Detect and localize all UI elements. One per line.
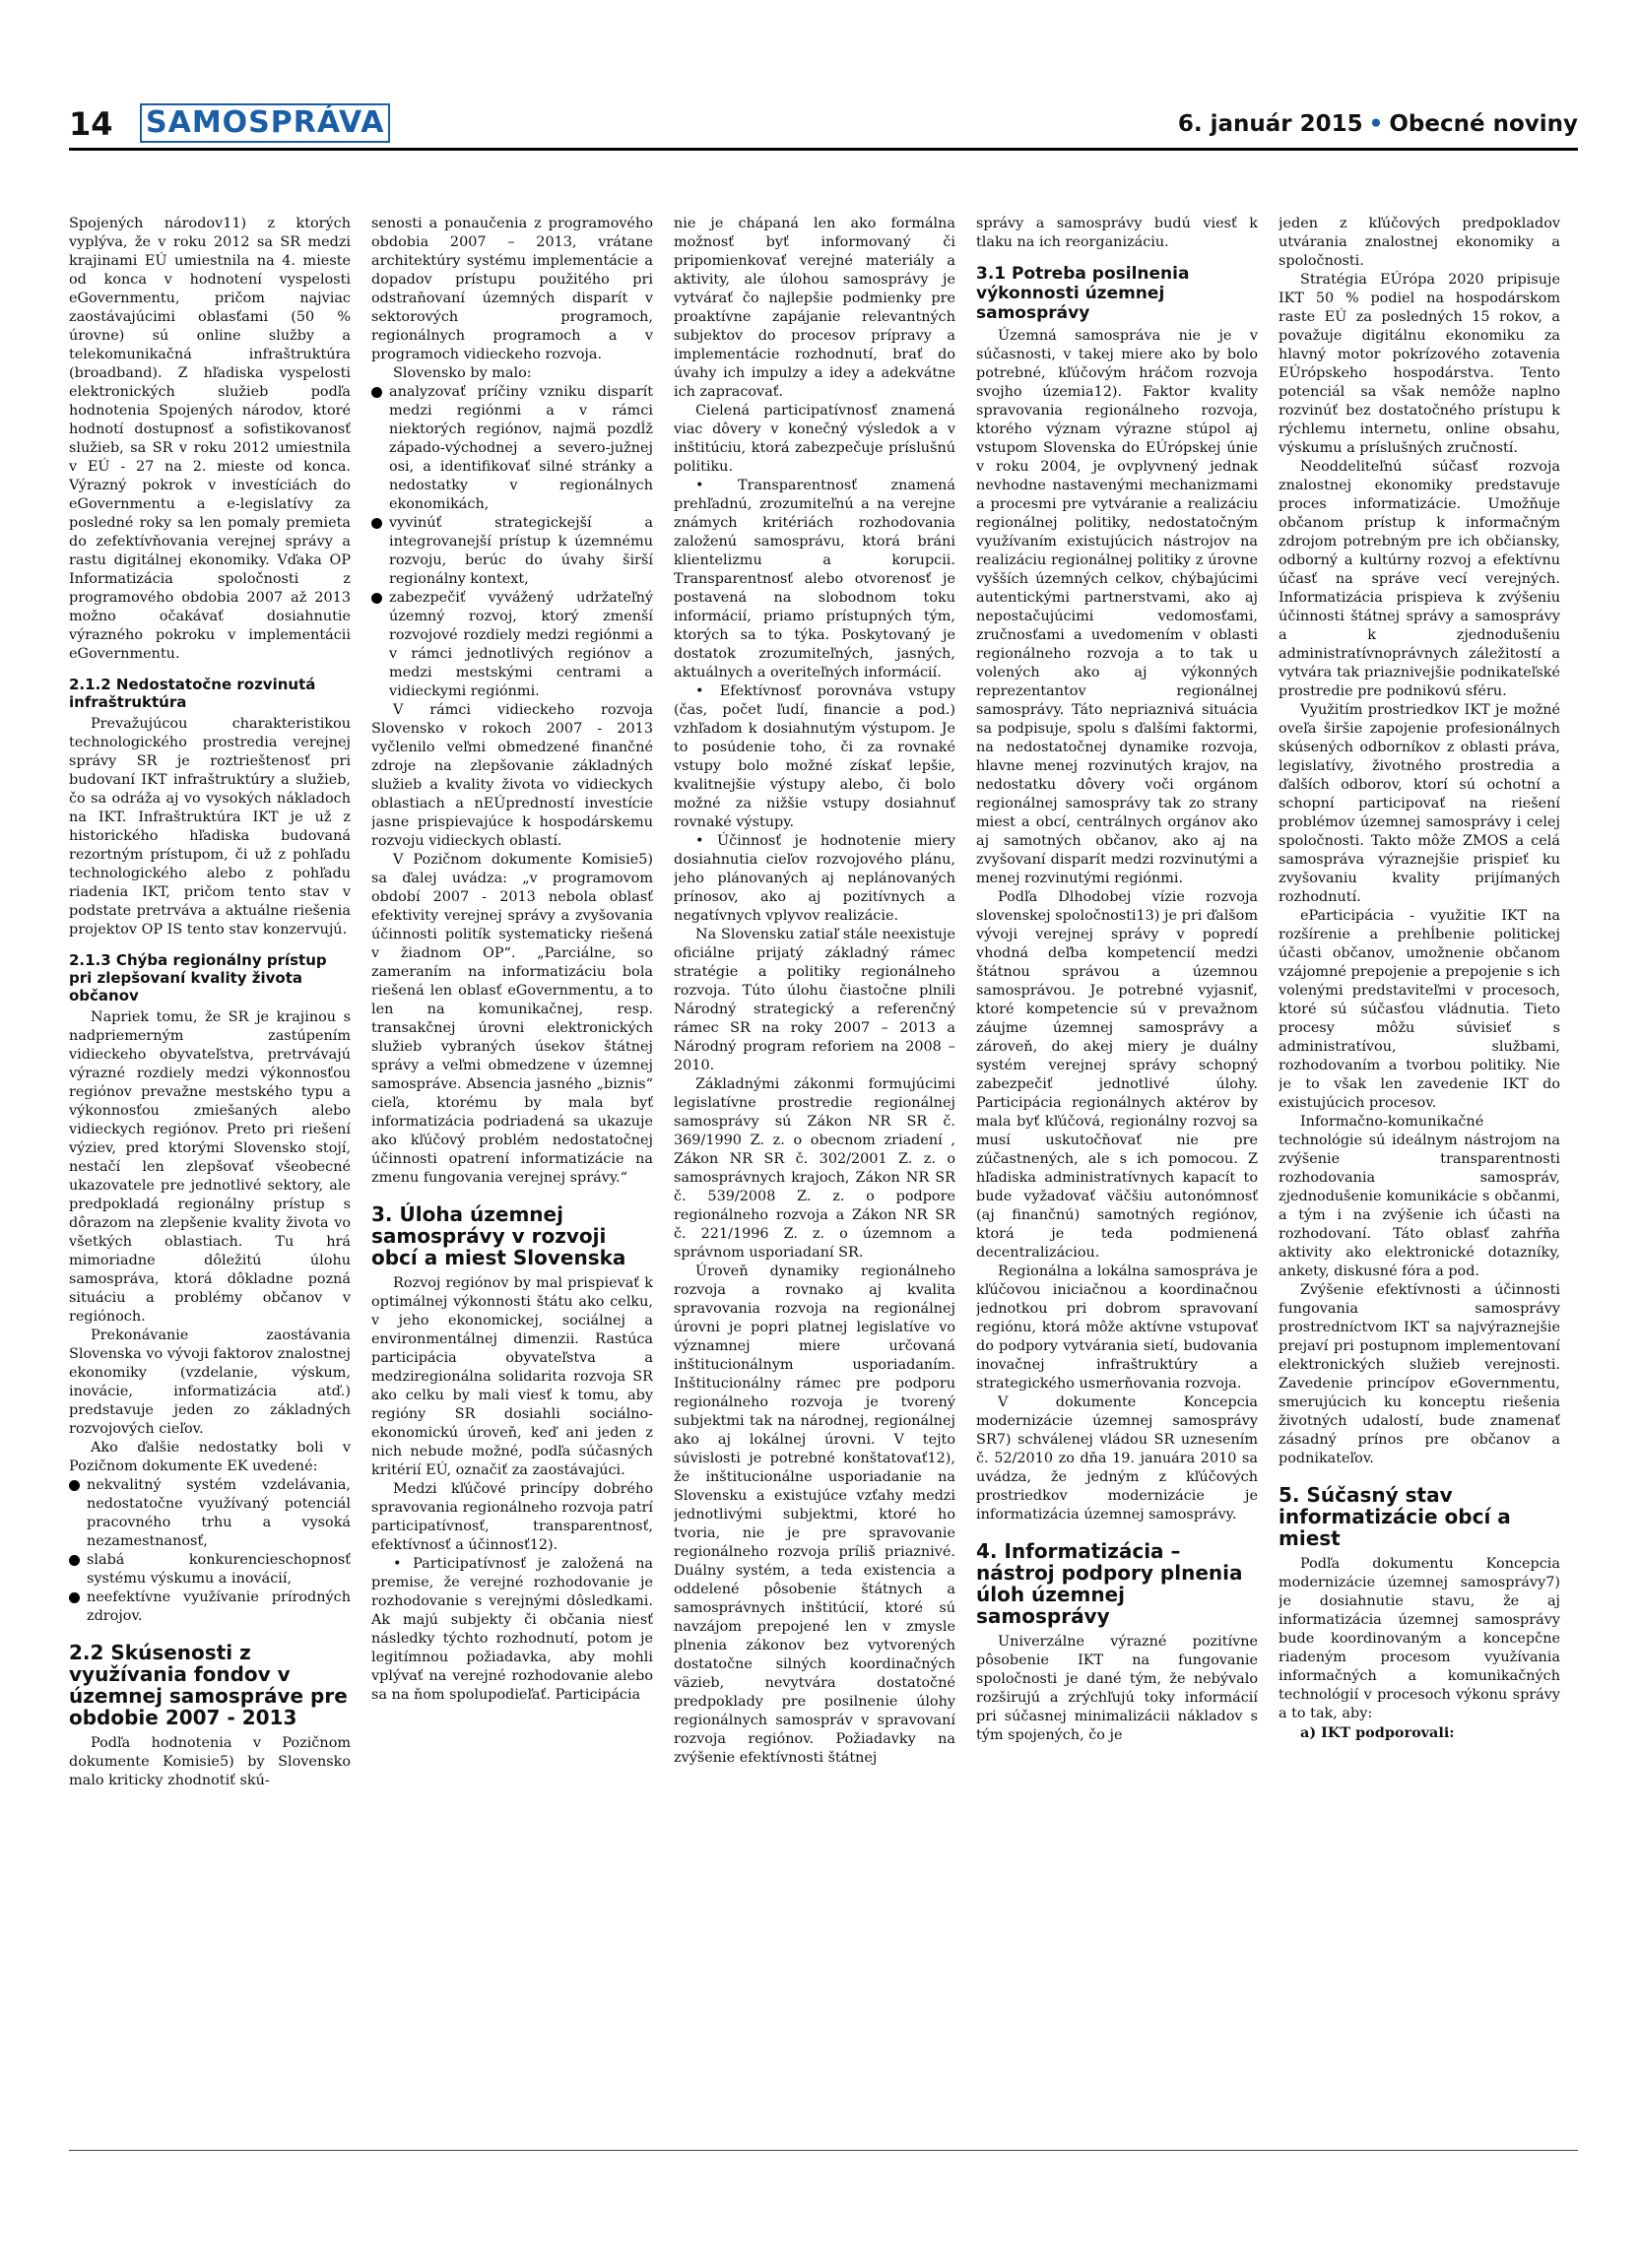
section-heading: 5. Súčasný stav informatizácie obcí a miest [1279, 1483, 1511, 1550]
section-heading: 2.2 Skúsenosti z využívania fondov v územnej samospráve pre obdobie 2007 - 2013 [69, 1641, 348, 1729]
page-number: 14 [69, 105, 113, 143]
publication-name: Obecné noviny [1389, 111, 1578, 137]
paragraph: Regionálna a lokálna samospráva je kľúčovou iniciačnou a koordinačnou jednotkou pri dobrom spravovaní regiónu, ktorá môže aktívne vstupovať do podpory vytvárania sietí, budovania inovačnej infraštruktúry a strategického usmerňovania rozvoja. [976, 1264, 1258, 1392]
paragraph: Spojených národov11) z ktorých vyplýva, že v roku 2012 sa SR medzi krajinami EÚ umiestnila na 4. mieste od konca v hodnotení vyspelosti eGovernmentu, pričom najviac zaostávajúcimi oblasťami (50 % úrovne) sú online služby a telekomunikačná infraštruktúra (broadband). Z hľadiska vyspelosti elektronických služieb podľa hodnotenia Spojených národov, ktoré hodnotí dostupnosť a sofistikovanosť služieb, sa SR v roku 2012 umiestnila v EÚ - 27 na 2. mieste od konca. Výrazný pokrok v investíciách do eGovernmentu a e-legislatívy za posledné roky sa len pomaly premieta do zefektívňovania verejnej správy a rastu digitálnej ekonomiky. Vďaka OP Informatizácia spoločnosti z programového obdobia 2007 až 2013 možno očakávať dosiahnutie výrazného pokroku v implementácii eGovernmentu. [69, 216, 351, 662]
paragraph: V dokumente Koncepcia modernizácie územnej samosprávy SR7) schválenej vládou SR uznesením č. 52/2010 zo dňa 19. januára 2010 sa uvádza, že jedným z kľúčových prostriedkov modernizácie je informatizácia územnej samosprávy. [976, 1394, 1258, 1523]
header-rule [69, 148, 1578, 151]
paragraph: Ako ďalšie nedostatky boli v Pozičnom dokumente EK uvedené: [69, 1440, 351, 1474]
bullet-item [371, 514, 653, 589]
paragraph: Medzi kľúčové princípy dobrého spravovania regionálneho rozvoja patrí participatívnosť, transparentnosť, efektívnosť a účinnosť12). [371, 1481, 653, 1553]
bullet-icon [371, 593, 382, 604]
dateline [1178, 103, 1578, 145]
paragraph: Využitím prostriedkov IKT je možné oveľa širšie zapojenie profesionálnych skúsených odborníkov z oblasti práva, legislatívy, životného prostredia a ďalších odborov, ktorí sú ochotní a schopní participovať na riešení problémov územnej samosprávy i celej spoločnosti. Takto môže ZMOS a celá samospráva výraznejšie prispieť ku zvyšovaniu kvality prijímaných rozhodnutí. [1279, 702, 1560, 905]
bullet-text: analyzovať príčiny vzniku disparít medzi regiónmi a v rámci niektorých regiónov, najmä pozdĺž západo-východnej a severo-južnej osi, a identifikovať silné stránky a nedostatky v regionálnych ekonomikách, [389, 384, 653, 512]
paragraph: V rámci vidieckeho rozvoja Slovensko v rokoch 2007 - 2013 vyčlenilo veľmi obmedzené finančné zdroje na zlepšovanie základných služieb a kvality života vo vidieckych oblastiach a nEÚpredností investície jasne prispievajúce k hospodárskemu rozvoju vidieckych oblastí. [371, 702, 653, 849]
bullet-icon [371, 387, 382, 398]
subheading: 2.1.2 Nedostatočne rozvinutá infraštruktúra [69, 676, 316, 711]
paragraph: Rozvoj regiónov by mal prispievať k optimálnej výkonnosti štátu ako celku, v jeho ekonomickej, sociálnej a environmentálnej dimenzii. Rastúca participácia obyvateľstva a medziregionálna solidarita rozvoja SR ako celku by mali viesť k tomu, aby regióny SR dosiahli sociálno-ekonomickú úroveň, keď ani jeden z nich nebude možné, podľa súčasných kritérií EÚ, označiť za zaostávajúci. [371, 1275, 653, 1478]
bullet-icon [69, 1555, 80, 1566]
paragraph: • Transparentnosť znamená prehľadnú, zrozumiteľnú a na verejne známych kritériách rozhodovania založenú samosprávu, ktorá bráni klientelizmu a korupcii. Transparentnosť alebo otvorenosť je postavená na slobodnom toku informácií, priamo prístupných tým, ktorých sa to týka. Poskytovaný je dostatok zrozumiteľných, jasných, aktuálnych a overiteľných informácií. [674, 478, 955, 680]
section-title: SAMOSPRÁVA [140, 103, 390, 143]
paragraph: jeden z kľúčových predpokladov utvárania znalostnej ekonomiky a spoločnosti. [1279, 216, 1560, 269]
bullet-text: zabezpečiť vyvážený udržateľný územný rozvoj, ktorý zmenší rozvojové rozdiely medzi regiónmi a v rámci jednotlivých regiónov a medzi mestskými centrami a vidieckymi regiónmi. [389, 590, 653, 699]
column-3 [674, 215, 955, 2145]
page-header [69, 103, 1578, 145]
bullet-text: nekvalitný systém vzdelávania, nedostatočne využívaný potenciál pracovného trhu a vysoká nezamestnanosť, [87, 1477, 351, 1549]
paragraph: Neoddeliteľnú súčasť rozvoja znalostnej ekonomiky predstavuje proces informatizácie. Umožňuje občanom prístup k informačným zdrojom potrebným pre ich občiansky, odborný a kultúrny rozvoj a efektívnu účasť na správe vecí verejných. Informatizácia prispieva k zvýšeniu účinnosti štátnej správy a samosprávy a k zjednodušeniu administratívnoprávnych záležitostí a vytvára tak priaznivejšie podnikateľské prostredie pre podnikovú sféru. [1279, 459, 1560, 699]
column-2 [371, 215, 653, 2145]
paragraph: • Efektívnosť porovnáva vstupy (čas, počet ľudí, financie a pod.) vzhľadom k dosiahnutým výstupom. Je to posúdenie toho, či za rovnaké vstupy bolo možné získať lepšie, kvalitnejšie výstupy alebo, či bolo možné za nižšie vstupy dosiahnuť rovnaké výstupy. [674, 683, 955, 830]
paragraph: senosti a ponaučenia z programového obdobia 2007 – 2013, vrátane architektúry systému implementácie a dopadov prístupu použitého pri odstraňovaní územných disparít v sektorových programoch, regionálnych programoch a v programoch vidieckeho rozvoja. [371, 216, 653, 362]
paragraph: Územná samospráva nie je v súčasnosti, v takej miere ako by bolo potrebné, kľúčovým hráčom rozvoja svojho územia12). Faktor kvality spravovania regionálneho rozvoja, ktorého význam výrazne stúpol aj vstupom Slovenska do EÚrópskej únie v roku 2004, je ovplyvnený jednak nevhodne nastavenými mechanizmami a procesmi pre vytváranie a realizáciu regionálnej politiky, nedostatočným využívaním existujúcich nástrojov na realizáciu regionálnej politiky z úrovne vyšších územných celkov, chýbajúcimi autentickými partnerstvami, ako aj nepostačujúcimi vedomosťami, zručnosťami a uvedomením v oblasti regionálneho rozvoja a to tak u volených ako aj výkonných reprezentantov regionálnej samosprávy. Táto nepriaznivá situácia sa podpisuje, spolu s ďalšími faktormi, na nedostatočnej dynamike rozvoja, hlavne menej rozvinutých krajov, na nedostatku dôvery voči orgánom regionálnej samosprávy tak zo strany miest a obcí, centrálnych orgánov ako aj samotných občanov, ako aj na zvyšovaní disparít medzi rozvinutými a menej rozvinutými regiónmi. [976, 328, 1258, 886]
subheading: 3.1 Potreba posilnenia výkonnosti územnej samosprávy [976, 264, 1190, 323]
bullet-text: neefektívne využívanie prírodných zdrojov. [87, 1589, 351, 1624]
paragraph: Prevažujúcou charakteristikou technologického prostredia verejnej správy SR je roztrieštenosť pri budovaní IKT infraštruktúry a služieb, čo sa odráža aj vo vysokých nákladoch na IKT. Infraštruktúra IKT je už z historického hľadiska budovaná rezortným prístupom, či už z pohľadu technologického alebo z pohľadu riadenia IKT, pričom tento stav v podstate pretrváva a aktuálne riešenia projektov OP IS tento stav konzervujú. [69, 716, 351, 938]
paragraph: Podľa dokumentu Koncepcia modernizácie územnej samosprávy7) je dosiahnutie stavu, že aj informatizácia územnej samosprávy bude koordinovaným a koncepčne riadeným procesom využívania informačných a komunikačných technológií v procesoch výkonu správy a to tak, aby: [1279, 1556, 1560, 1721]
paragraph: Na Slovensku zatiaľ stále neexistuje oficiálne prijatý základný rámec stratégie a politiky regionálneho rozvoja. Túto úlohu čiastočne plnili Národný strategický a referenčný rámec SR na roky 2007 – 2013 a Národný program reforiem na 2008 – 2010. [674, 927, 955, 1073]
paragraph: Zvýšenie efektívnosti a účinnosti fungovania samosprávy prostredníctvom IKT sa najvýraznejšie prejaví pri postupnom implementovaní elektronických služieb verejnosti. Zavedenie princípov eGovernmentu, smerujúcich ku konceptu riešenia životných udalostí, bude znamenať zásadný prínos pre občanov a podnikateľov. [1279, 1282, 1560, 1466]
footer-rule [69, 2150, 1578, 2151]
section-heading: 3. Úloha územnej samosprávy v rozvoji obcí a miest Slovenska [371, 1202, 626, 1269]
paragraph: Informačno-komunikačné technológie sú ideálnym nástrojom na zvýšenie transparentnosti rozhodovania samospráv, zjednodušenie komunikácie s občanmi, a tým i na zvýšenie ich účasti na rozhodovaní. Táto oblasť zahŕňa aktivity ako elektronické dotazníky, ankety, diskusné fóra a pod. [1279, 1114, 1560, 1279]
bullet-item [371, 383, 653, 514]
paragraph: • Účinnosť je hodnotenie miery dosiahnutia cieľov rozvojového plánu, jeho plánovaných aj neplánovaných prínosov, ako aj pozitívnych a negatívnych vplyvov realizácie. [674, 833, 955, 924]
paragraph: Základnými zákonmi formujúcimi legislatívne prostredie regionálnej samosprávy sú Zákon NR SR č. 369/1990 Z. z. o obecnom zriadení , Zákon NR SR č. 302/2001 Z. z. o samosprávnych krajoch, Zákon NR SR č. 539/2008 Z. z. o podpore regionálneho rozvoja a Zákon NR SR č. 221/1996 Z. z. o územnom a správnom usporiadaní SR. [674, 1076, 955, 1261]
bullet-text: vyvinúť strategickejší a integrovanejší prístup k územnému rozvoju, berúc do úvahy širší regionálny kontext, [389, 515, 653, 587]
paragraph: Prekonávanie zaostávania Slovenska vo vývoji faktorov znalostnej ekonomiky (vzdelanie, výskum, inovácie, informatizácia atď.) predstavuje jeden zo základných rozvojových cieľov. [69, 1328, 351, 1437]
bullet-item [69, 1588, 351, 1626]
paragraph: správy a samosprávy budú viesť k tlaku na ich reorganizáciu. [976, 216, 1258, 250]
paragraph: Slovensko by malo: [393, 365, 532, 381]
column-4 [976, 215, 1258, 2145]
paragraph: • Participatívnosť je založená na premise, že verejné rozhodovanie je rozhodovanie s verejnými dôsledkami. Ak majú subjekty či občania niesť následky týchto rozhodnutí, potom je legitímnou požiadavka, aby mohli vplývať na verejné rozhodovanie alebo sa na ňom spolupodieľať. Participácia [371, 1556, 653, 1703]
bullet-item [371, 589, 653, 701]
bullet-item [69, 1476, 351, 1551]
separator-dot: • [1368, 111, 1384, 137]
bullet-icon [371, 518, 382, 529]
bullet-icon [69, 1480, 80, 1491]
paragraph: eParticipácia - využitie IKT na rozšírenie a prehĺbenie politickej účasti občanov, umožnenie občanom vzájomné prepojenie a prepojenie s ich volenými predstaviteľmi v procesoch, ktoré sú súčasťou vládnutia. Tieto procesy môžu súvisieť s administratívou, službami, rozhodovaním a tvorbou politiky. Nie je to však len zavedenie IKT do existujúcich procesov. [1279, 908, 1560, 1111]
paragraph: Podľa hodnotenia v Pozičnom dokumente Komisie5) by Slovensko malo kriticky zhodnotiť skú- [69, 1735, 351, 1788]
paragraph: a) IKT podporovali: [1300, 1724, 1455, 1741]
paragraph: nie je chápaná len ako formálna možnosť byť informovaný či pripomienkovať verejné materiály a aktivity, ale úlohou samosprávy je vytvárať čo najlepšie podmienky pre proaktívne zapájanie relevantných subjektov do procesov prípravy a implementácie rozhodnutí, brať do úvahy ich impulzy a idey a adekvátne ich zapracovať. [674, 216, 955, 400]
bullet-icon [69, 1592, 80, 1603]
column-1 [69, 215, 351, 2145]
bullet-item [69, 1551, 351, 1588]
paragraph: Úroveň dynamiky regionálneho rozvoja a rovnako aj kvalita spravovania rozvoja na regionálnej úrovni je popri platnej legislatíve vo významnej miere určovaná inštitucionálnym usporiadaním. Inštitucionálny rámec pre podporu regionálneho rozvoja je tvorený subjektmi tak na národnej, regionálnej ako aj lokálnej úrovni. V tejto súvislosti je potrebné konštatovať12), že inštitucionálne usporiadanie na Slovensku a existujúce vzťahy medzi jednotlivými subjektmi, ktoré ho tvoria, nie je pre spravovanie regionálneho rozvoja príliš priaznivé. Duálny systém, a teda existencia a oddelené pôsobenie štátnych a samosprávnych inštitúcií, ktoré sú navzájom prepojené len v zmysle plnenia zákonov bez vytvorených dostatočne silných koordinačných väzieb, nevytvára dostatočné predpoklady pre posilnenie úlohy regionálnych samospráv v spravovaní rozvoja regiónov. Požiadavky na zvýšenie efektívnosti štátnej [674, 1264, 955, 1766]
column-5 [1279, 215, 1560, 2145]
paragraph: Univerzálne výrazné pozitívne pôsobenie IKT na fungovanie spoločnosti je dané tým, že nebývalo rozširujú a zrýchľujú toky informácií pri súčasnej minimalizácii nákladov s tým spojených, čo je [976, 1634, 1258, 1743]
paragraph: Cielená participatívnosť znamená viac dôvery v konečný výsledok a v inštitúciu, ktorá zabezpečuje príslušnú politiku. [674, 403, 955, 475]
paragraph: Stratégia EÚrópa 2020 pripisuje IKT 50 % podiel na hospodárskom raste EÚ za posledných 15 rokov, a považuje digitálnu ekonomiku za hlavný motor pokrízového zotavenia EÚrópskeho hospodárstva. Tento potenciál sa však nemôže naplno rozvinúť bez dostatočného prístupu k rýchlemu internetu, online obsahu, výskumu a príslušných zručností. [1279, 272, 1560, 456]
paragraph: V Pozičnom dokumente Komisie5) sa ďalej uvádza: „v programovom období 2007 - 2013 nebola oblasť efektivity verejnej správy a zvyšovania účinnosti politík systematicky riešená v žiadnom OP“. „Parciálne, so zameraním na informatizáciu bola riešená len oblasť eGovernmentu, a to len na komunikačnej, resp. transakčnej úrovni elektronických služieb vybraných úsekov štátnej správy a veľmi obmedzene v územnej samospráve. Absencia jasného „biznis“ cieľa, ktorému by mala byť informatizácia podriadená sa ukazuje ako kľúčový problém nedostatočnej účinnosti opatrení informatizácie na zmenu fungovania verejnej správy.“ [371, 852, 653, 1186]
bullet-text: slabá konkurencieschopnosť systému výskumu a inovácií, [87, 1552, 351, 1587]
section-heading: 4. Informatizácia – nástroj podpory plnenia úloh územnej samosprávy [976, 1539, 1243, 1628]
subheading: 2.1.3 Chýba regionálny prístup pri zlepšovaní kvality života občanov [69, 951, 327, 1004]
paragraph: Podľa Dlhodobej vízie rozvoja slovenskej spoločnosti13) je pri ďalšom vývoji verejnej správy v popredí vhodná deľba kompetencií medzi štátnou správou a územnou samosprávou. Je potrebné vyjasniť, ktoré kompetencie sú v prevažnom záujme územnej samosprávy a zároveň, do akej miery je duálny systém verejnej správy schopný zabezpečiť jednotlivé úlohy. Participácia regionálnych aktérov by mala byť kľúčová, regionálny rozvoj sa musí uskutočňovať nie pre zúčastnených, ale s ich pomocou. Z hľadiska administratívnych kapacít to bude vyžadovať väčšiu autonómnosť (aj finančnú) samotných regiónov, ktorá je teda podmienená decentralizáciou. [976, 889, 1258, 1261]
issue-date: 6. január 2015 [1177, 111, 1363, 137]
paragraph: Napriek tomu, že SR je krajinou s nadpriemerným zastúpením vidieckeho obyvateľstva, pretrvávajú výrazné rozdiely medzi výkonnosťou regiónov prevažne mestského typu a výkonnosťou zmiešaných alebo vidieckych regiónov. Preto pri riešení výziev, pred ktorými Slovensko stojí, nestačí len zlepšovať všeobecné ukazovatele pre jednotlivé sektory, ale predpokladá regionálny prístup s dôrazom na zlepšenie kvality života vo všetkých oblastiach. Tu hrá mimoriadne dôležitú úlohu samospráva, ktorá dôkladne pozná situáciu a problémy občanov v regiónoch. [69, 1009, 351, 1325]
